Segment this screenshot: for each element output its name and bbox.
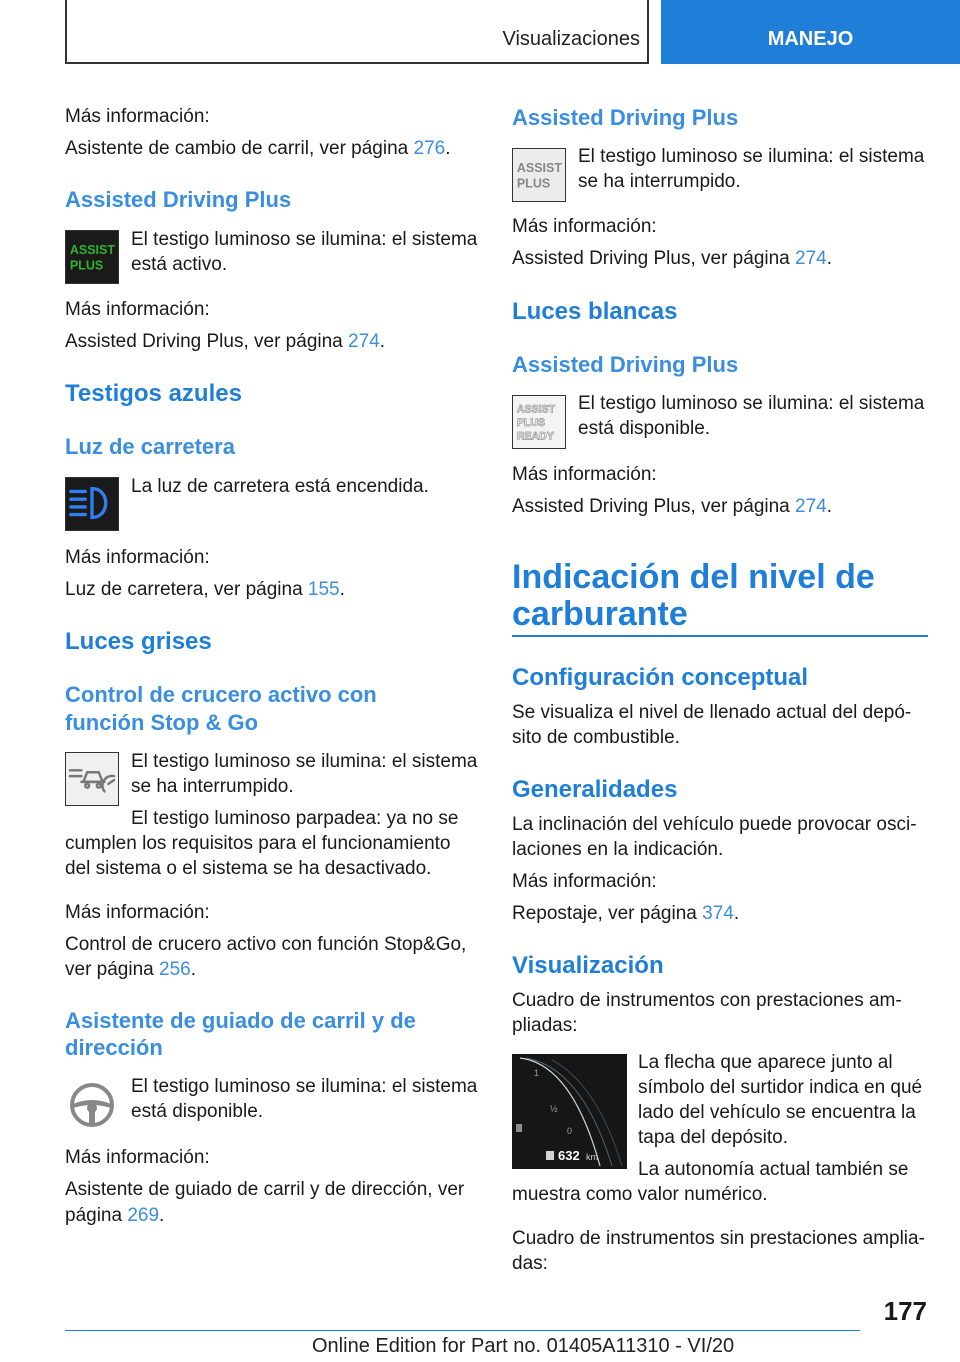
heading-luz-carretera: Luz de carretera — [65, 434, 235, 459]
heading-indicacion-l1: Indicación del nivel de — [512, 558, 875, 596]
chapter-tab[interactable]: MANEJO — [661, 0, 960, 64]
reference-line: ver página 256. — [65, 959, 196, 980]
heading-assisted-driving-plus: Assisted Driving Plus — [65, 187, 292, 212]
reference-line: Asistente de guiado de carril y de dirección, ver — [65, 1179, 465, 1200]
heading-rule — [512, 635, 928, 637]
page-link[interactable]: 276 — [413, 138, 446, 159]
svg-text:0: 0 — [567, 1126, 573, 1136]
page-link[interactable]: 256 — [159, 959, 191, 980]
heading-testigos-azules: Testigos azules — [65, 380, 242, 407]
reference-line: Asistente de cambio de carril, ver página 276. — [65, 138, 451, 159]
fuel-gauge-image — [512, 1054, 627, 1169]
arrow-text-line4: tapa del depósito. — [638, 1127, 789, 1148]
range-text-line1: La autonomía actual también se — [638, 1159, 909, 1180]
assist-text-line1: El testigo luminoso se ilumina: el sistema — [131, 229, 478, 250]
arrow-text-line3: lado del vehículo se encuentra la — [638, 1102, 916, 1123]
reference-line: página 269. — [65, 1205, 165, 1226]
reference-line: Repostaje, ver página 374. — [512, 903, 740, 924]
assist-interrupted-line1: El testigo luminoso se ilumina: el sistema — [578, 146, 925, 167]
page-link[interactable]: 269 — [127, 1205, 160, 1226]
svg-text:PLUS: PLUS — [69, 258, 104, 273]
footer-edition: Online Edition for Part no. 01405A11310 - VI/20 — [312, 1335, 735, 1357]
more-info-label: Más información: — [512, 871, 657, 892]
no-features-text-line2: das: — [512, 1253, 548, 1274]
lane-guide-text-line2: está disponible. — [131, 1101, 264, 1122]
page-link[interactable]: 274 — [795, 248, 827, 269]
heading-assisted-driving-plus: Assisted Driving Plus — [512, 105, 739, 130]
general-text-line2: laciones en la indicación. — [512, 839, 724, 860]
assist-plus-active-icon — [65, 230, 119, 284]
arrow-text-line1: La flecha que aparece junto al — [638, 1052, 893, 1073]
page-link[interactable]: 274 — [795, 496, 827, 517]
more-info-label: Más información: — [65, 106, 210, 127]
range-text-line2: muestra como valor numérico. — [512, 1184, 768, 1205]
page-link[interactable]: 374 — [702, 903, 734, 924]
reference-line: Assisted Driving Plus, ver página 274. — [512, 496, 833, 517]
cruise-text-line1: El testigo luminoso se ilumina: el sistema — [131, 751, 478, 772]
heading-guiado-l1: Asistente de guiado de carril y de — [65, 1008, 416, 1033]
heading-assisted-driving-plus: Assisted Driving Plus — [512, 352, 739, 377]
reference-line: Assisted Driving Plus, ver página 274. — [65, 331, 386, 352]
svg-text:½: ½ — [550, 1104, 558, 1114]
config-text-line2: sito de combustible. — [512, 727, 680, 748]
heading-indicacion-l2: carburante — [512, 595, 688, 633]
reference-line: Assisted Driving Plus, ver página 274. — [512, 248, 833, 269]
heading-luces-grises: Luces grises — [65, 628, 212, 655]
svg-text:632: 632 — [558, 1148, 580, 1163]
no-features-text-line1: Cuadro de instrumentos sin prestaciones amplia- — [512, 1228, 925, 1249]
cruise-text-line4: cumplen los requisitos para el funcionamiento — [65, 833, 451, 854]
svg-text:ASSIST: ASSIST — [516, 161, 563, 176]
assist-ready-line2: está disponible. — [578, 418, 711, 439]
assist-interrupted-line2: se ha interrumpido. — [578, 171, 741, 192]
assist-plus-interrupted-icon — [512, 148, 566, 202]
general-text-line1: La inclinación del vehículo puede provocar osci- — [512, 814, 917, 835]
heading-guiado-l2: dirección — [65, 1035, 163, 1060]
svg-text:1: 1 — [534, 1068, 540, 1078]
page-link[interactable]: 155 — [307, 579, 340, 600]
assist-ready-line1: El testigo luminoso se ilumina: el sistema — [578, 393, 925, 414]
cruise-text-line5: del sistema o el sistema se ha desactivado. — [65, 858, 432, 879]
arrow-text-line2: símbolo del surtidor indica en qué — [638, 1077, 923, 1098]
more-info-label: Más información: — [65, 902, 210, 923]
heading-luces-blancas: Luces blancas — [512, 298, 678, 325]
cruise-text-line3: El testigo luminoso parpadea: ya no se — [131, 808, 459, 829]
high-beam-text: La luz de carretera está encendida. — [131, 476, 429, 497]
page-number: 177 — [883, 1296, 927, 1326]
lane-guide-text-line1: El testigo luminoso se ilumina: el sistema — [131, 1076, 478, 1097]
cruise-text-line2: se ha interrumpido. — [131, 776, 294, 797]
svg-text:km: km — [586, 1152, 598, 1162]
more-info-label: Más información: — [65, 1147, 210, 1168]
footer-rule — [65, 1330, 860, 1331]
config-text-line1: Se visualiza el nivel de llenado actual del depó- — [512, 702, 912, 723]
heading-configuracion: Configuración conceptual — [512, 664, 809, 691]
assist-text-line2: está activo. — [131, 254, 228, 275]
visual-text-line2: pliadas: — [512, 1015, 578, 1036]
steering-wheel-icon — [65, 1078, 119, 1132]
cruise-control-icon — [65, 752, 119, 806]
high-beam-icon — [65, 477, 119, 531]
more-info-label: Más información: — [65, 547, 210, 568]
more-info-label: Más información: — [65, 299, 210, 320]
svg-text:READY: READY — [516, 430, 554, 443]
svg-text:ASSIST: ASSIST — [516, 403, 556, 416]
heading-control-crucero-l1: Control de crucero activo con — [65, 682, 377, 707]
heading-visualizacion: Visualización — [512, 952, 664, 979]
reference-line: Control de crucero activo con función Stop&Go, — [65, 934, 467, 955]
svg-text:PLUS: PLUS — [516, 176, 551, 191]
svg-text:PLUS: PLUS — [516, 416, 546, 429]
section-title: Visualizaciones — [502, 28, 640, 50]
more-info-label: Más información: — [512, 464, 657, 485]
visual-text-line1: Cuadro de instrumentos con prestaciones am- — [512, 990, 902, 1011]
page-link[interactable]: 274 — [348, 331, 380, 352]
svg-text:ASSIST: ASSIST — [69, 243, 116, 258]
reference-line: Luz de carretera, ver página 155. — [65, 579, 345, 600]
more-info-label: Más información: — [512, 216, 657, 237]
assist-plus-ready-icon — [512, 395, 566, 449]
heading-generalidades: Generalidades — [512, 776, 678, 803]
heading-control-crucero-l2: función Stop & Go — [65, 710, 259, 735]
